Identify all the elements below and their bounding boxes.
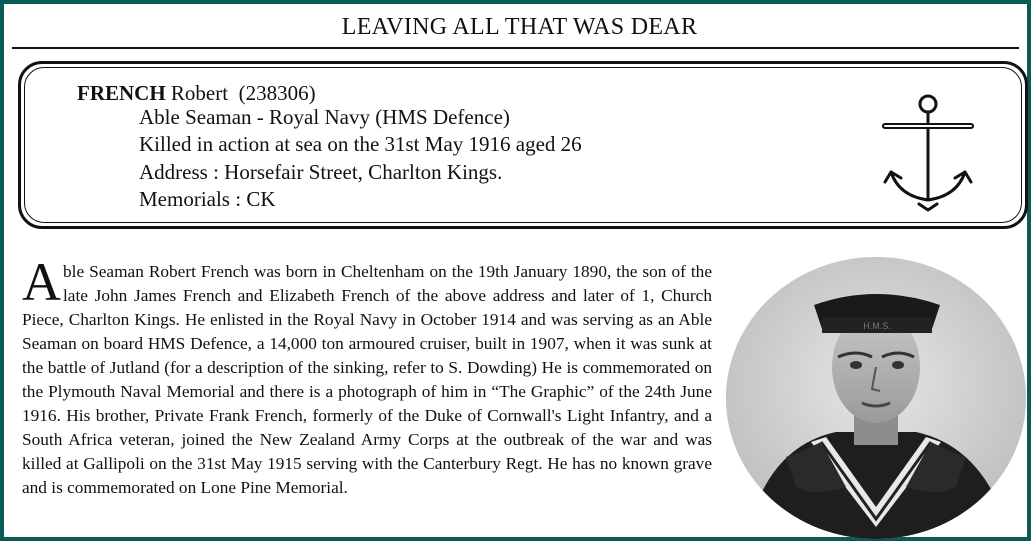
page-title: LEAVING ALL THAT WAS DEAR (341, 14, 698, 40)
svg-text:H.M.S.: H.M.S. (863, 321, 891, 331)
title-divider (12, 47, 1019, 49)
surname: FRENCH (77, 81, 166, 105)
drop-cap: A (22, 252, 61, 312)
death-line: Killed in action at sea on the 31st May 1916 aged 26 (139, 132, 582, 156)
anchor-icon (879, 92, 977, 212)
entry-header-box (18, 61, 1028, 229)
forename: Robert (170, 81, 229, 105)
memorial-page (4, 4, 1027, 537)
sailor-portrait-image (726, 257, 1026, 539)
service-number: (238306) (238, 81, 316, 105)
portrait-photo (726, 257, 1026, 539)
name-line (77, 81, 316, 105)
biography-text (22, 252, 712, 500)
biography-paragraph: ble Seaman Robert French was born in Cheltenham on the 19th January 1890, the son of the late John James French and Elizabeth French of the above address and later of 1, Church Piece, Charlton Kings. He enlisted in the Royal Navy in October 1914 and was serving as an Able Seaman on board HMS Defence, a 14,000 ton armoured cruiser, built in 1907, when it was sunk at the battle of Jutland (for a description of the sinking, refer to S. Dowding) He is commemorated on the Plymouth Naval Memorial and there is a photograph of him in “The Graphic” of the 24th June 1916. His brother, Private Frank French, formerly of the Duke of Cornwall's Light Infantry, and a South Africa veteran, joined the New Zealand Army Corps at the outbreak of the war and was killed at Gallipoli on the 31st May 1915 serving with the Canterbury Regt. He has no known grave and is commemorated on Lone Pine Memorial. (22, 262, 712, 497)
rank-line: Able Seaman - Royal Navy (HMS Defence) (139, 105, 510, 129)
address-line: Address : Horsefair Street, Charlton Kings. (139, 160, 503, 184)
memorials-line: Memorials : CK (139, 187, 276, 211)
